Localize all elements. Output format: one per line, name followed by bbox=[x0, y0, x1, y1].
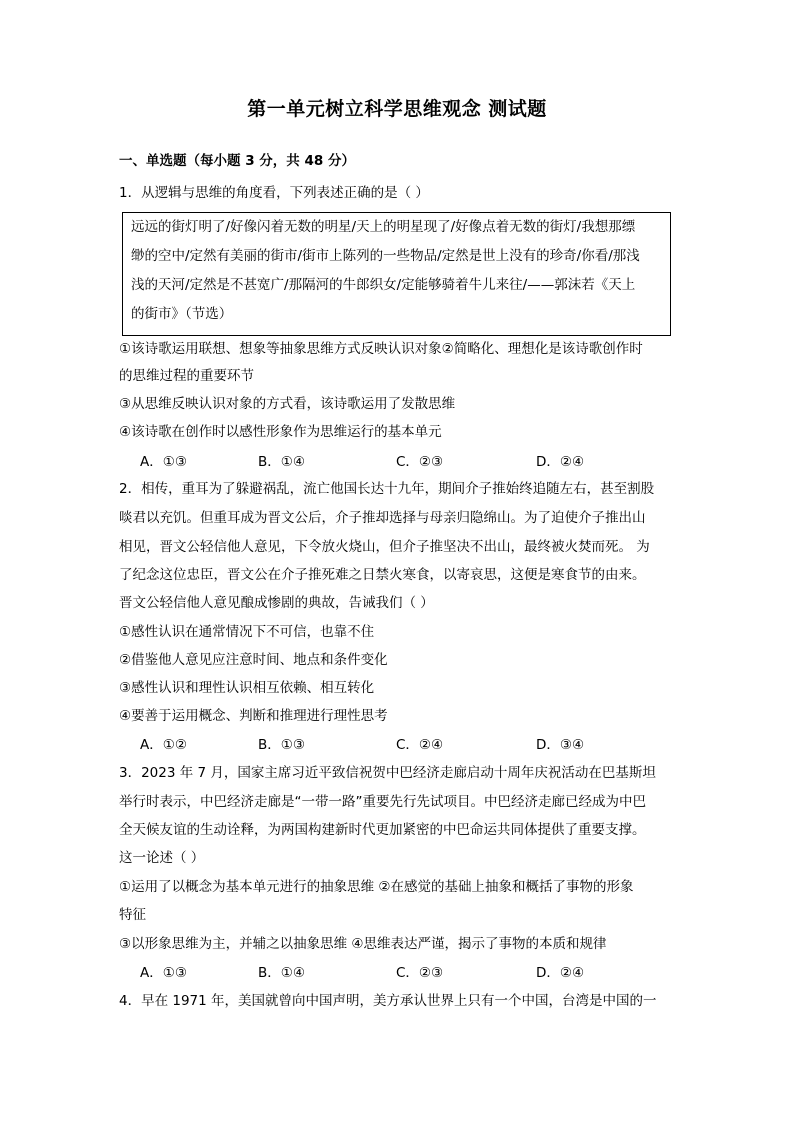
option-b[interactable]: B．①④ bbox=[258, 965, 305, 981]
question-3-stem: 这一论述（ ） bbox=[119, 850, 205, 866]
question-3-options bbox=[140, 963, 680, 983]
question-1-item: ①该诗歌运用联想、想象等抽象思维方式反映认识对象②简略化、理想化是该诗歌创作时 bbox=[119, 341, 643, 357]
section-heading: 一、单选题（每小题 3 分，共 48 分） bbox=[119, 153, 355, 169]
option-a[interactable]: A．①③ bbox=[140, 965, 187, 981]
question-3-stem: 3．2023 年 7 月，国家主席习近平致信祝贺中巴经济走廊启动十周年庆祝活动在巴基斯坦 bbox=[119, 765, 656, 781]
question-3-stem: 举行时表示，中巴经济走廊是“一带一路”重要先行先试项目。中巴经济走廊已经成为中巴 bbox=[119, 794, 646, 810]
question-2-item: ①感性认识在通常情况下不可信，也靠不住 bbox=[119, 624, 375, 640]
question-3-stem: 全天候友谊的生动诠释，为两国构建新时代更加紧密的中巴命运共同体提供了重要支撑。 bbox=[119, 822, 646, 838]
question-3-item: 特征 bbox=[119, 907, 146, 923]
question-1-stem: 1．从逻辑与思维的角度看，下列表述正确的是（ ） bbox=[119, 185, 429, 201]
question-2-stem: 晋文公轻信他人意见酿成惨剧的典故，告诫我们（ ） bbox=[119, 595, 434, 611]
question-2-stem: 相见，晋文公轻信他人意见，下令放火烧山，但介子推坚决不出山，最终被火焚而死。 为 bbox=[119, 539, 650, 555]
option-c[interactable]: C．②③ bbox=[396, 454, 444, 470]
question-2-item: ②借鉴他人意见应注意时间、地点和条件变化 bbox=[119, 652, 388, 668]
page-title: 第一单元树立科学思维观念 测试题 bbox=[247, 98, 547, 120]
option-c[interactable]: C．②④ bbox=[396, 737, 444, 753]
option-a[interactable]: A．①③ bbox=[140, 454, 187, 470]
question-4-stem: 4．早在 1971 年，美国就曾向中国声明，美方承认世界上只有一个中国，台湾是中国的一 bbox=[119, 993, 657, 1009]
question-2-stem: 2．相传，重耳为了躲避祸乱，流亡他国长达十九年，期间介子推始终追随左右，甚至割股 bbox=[119, 481, 655, 497]
option-b[interactable]: B．①③ bbox=[258, 737, 305, 753]
option-a[interactable]: A．①② bbox=[140, 737, 187, 753]
question-2-options bbox=[140, 735, 680, 755]
option-d[interactable]: D．②④ bbox=[536, 454, 585, 470]
poem-line: 的街市》（节选） bbox=[131, 306, 233, 322]
question-1-item: 的思维过程的重要环节 bbox=[119, 368, 254, 384]
option-b[interactable]: B．①④ bbox=[258, 454, 305, 470]
question-1-poem-box bbox=[122, 212, 671, 336]
option-d[interactable]: D．③④ bbox=[536, 737, 585, 753]
question-1-item: ③从思维反映认识对象的方式看，该诗歌运用了发散思维 bbox=[119, 396, 456, 412]
poem-line: 远远的街灯明了/好像闪着无数的明星/天上的明星现了/好像点着无数的街灯/我想那缥 bbox=[131, 219, 636, 235]
question-2-stem: 啖君以充饥。但重耳成为晋文公后，介子推却选择与母亲归隐绵山。为了迫使介子推出山 bbox=[119, 510, 646, 526]
question-2-stem: 了纪念这位忠臣，晋文公在介子推死难之日禁火寒食，以寄哀思，这便是寒食节的由来。 bbox=[119, 567, 646, 583]
question-2-item: ③感性认识和理性认识相互依赖、相互转化 bbox=[119, 680, 375, 696]
poem-line: 缈的空中/定然有美丽的街市/街市上陈列的一些物品/定然是世上没有的珍奇/你看/那浅 bbox=[131, 248, 640, 264]
question-1-options bbox=[140, 452, 680, 472]
question-1-item: ④该诗歌在创作时以感性形象作为思维运行的基本单元 bbox=[119, 424, 442, 440]
question-3-item: ③以形象思维为主，并辅之以抽象思维 ④思维表达严谨，揭示了事物的本质和规律 bbox=[119, 936, 607, 952]
poem-line: 浅的天河/定然是不甚宽广/那隔河的牛郎织女/定能够骑着牛儿来往/——郭沫若《天上 bbox=[131, 277, 636, 293]
question-3-item: ①运用了以概念为基本单元进行的抽象思维 ②在感觉的基础上抽象和概括了事物的形象 bbox=[119, 879, 634, 895]
option-c[interactable]: C．②③ bbox=[396, 965, 444, 981]
question-2-item: ④要善于运用概念、判断和推理进行理性思考 bbox=[119, 708, 388, 724]
option-d[interactable]: D．②④ bbox=[536, 965, 585, 981]
